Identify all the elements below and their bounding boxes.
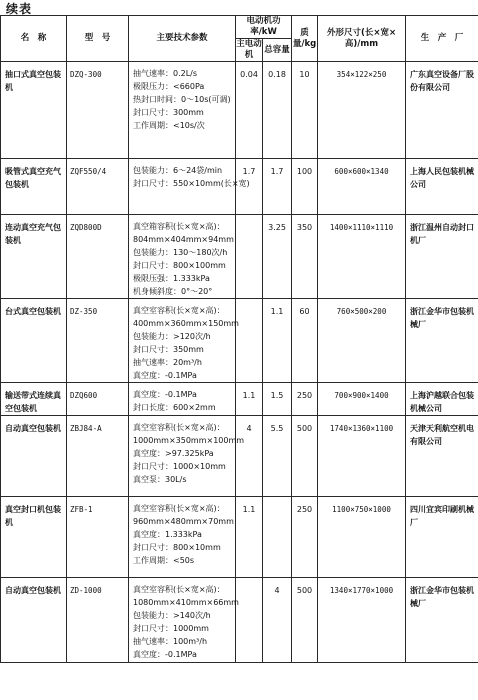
spec-line: 包装能力：6～24袋/min — [133, 166, 223, 175]
total-power: 0.18 — [263, 62, 292, 159]
spec-line: 真空度：-0.1MPa — [133, 371, 197, 380]
spec-line: 极限压强：1.333kPa — [133, 274, 210, 283]
dimensions: 1100×750×1000 — [318, 497, 406, 578]
table-row — [1, 578, 478, 663]
spec-line: 真空室容积(长×宽×高)： — [133, 504, 225, 513]
manufacturer: 浙江金华市包装机械厂 — [406, 299, 478, 383]
table-row — [1, 299, 478, 383]
mass: 500 — [292, 578, 318, 663]
main-motor-power: 0.04 — [236, 62, 263, 159]
mass: 250 — [292, 497, 318, 578]
spec-line: 真空室容积(长×宽×高)： — [133, 585, 225, 594]
spec-line: 真空度：-0.1MPa — [133, 390, 197, 399]
table-row — [1, 383, 478, 416]
dimensions: 700×900×1400 — [318, 383, 406, 416]
spec-line: 400mm×360mm×150mm — [133, 319, 239, 328]
spec-line: 工作周期：<10s/次 — [133, 121, 205, 130]
spec-line: 真空度：1.333kPa — [133, 530, 202, 539]
dimensions: 760×500×200 — [318, 299, 406, 383]
spec-line: 封口长度：600×2mm — [133, 403, 216, 412]
product-model: ZD-1000 — [67, 578, 129, 663]
main-motor-power — [236, 299, 263, 383]
spec-line: 抽气速率：20m³/h — [133, 358, 202, 367]
product-model: DZQ600 — [67, 383, 129, 416]
header-power-total: 总容量 — [263, 39, 292, 62]
table-row — [1, 215, 478, 299]
manufacturer: 天津天利航空机电有限公司 — [406, 416, 478, 497]
spec-line: 封口尺寸：800×100mm — [133, 261, 226, 270]
header-power-main: 主电动机 — [236, 39, 262, 60]
table-row — [1, 497, 478, 578]
product-name: 抽口式真空包装机 — [1, 62, 67, 159]
mass: 350 — [292, 215, 318, 299]
spec-line: 封口尺寸：350mm — [133, 345, 204, 354]
spec-line: 包装能力：>140次/h — [133, 611, 211, 620]
header-dims: 外形尺寸(长×宽×高)/mm — [318, 16, 406, 62]
spec-line: 真空室容积(长×宽×高)： — [133, 423, 225, 432]
spec-line: 封口尺寸：300mm — [133, 108, 204, 117]
product-model: ZQD800D — [67, 215, 129, 299]
mass: 100 — [292, 159, 318, 215]
manufacturer: 广东真空设备厂股份有限公司 — [406, 62, 478, 159]
main-motor-power: 4 — [236, 416, 263, 497]
mass: 500 — [292, 416, 318, 497]
header-spec: 主要技术参数 — [129, 16, 236, 62]
total-power: 5.5 — [263, 416, 292, 497]
spec-list — [129, 497, 236, 578]
spec-line: 真空度：-0.1MPa — [133, 650, 197, 659]
header-model: 型 号 — [67, 16, 129, 62]
product-model: DZQ-300 — [67, 62, 129, 159]
spec-list — [129, 62, 236, 159]
spec-line: 抽气速率：100m³/h — [133, 637, 208, 646]
product-model: ZQF550/4 — [67, 159, 129, 215]
manufacturer: 浙江金华市包装机械厂 — [406, 578, 478, 663]
dimensions: 1740×1360×1100 — [318, 416, 406, 497]
table-row — [1, 416, 478, 497]
product-name: 吸管式真空充气包装机 — [1, 159, 67, 215]
manufacturer: 浙江温州自动封口机厂 — [406, 215, 478, 299]
table-row — [1, 62, 478, 159]
total-power: 1.5 — [263, 383, 292, 416]
spec-line: 804mm×404mm×94mm — [133, 235, 234, 244]
main-motor-power — [236, 578, 263, 663]
mass: 10 — [292, 62, 318, 159]
manufacturer: 上海人民包装机械公司 — [406, 159, 478, 215]
main-motor-power: 1.1 — [236, 497, 263, 578]
spec-line: 真空箱容积(长×宽×高)： — [133, 222, 225, 231]
spec-line: 包装能力：>120次/h — [133, 332, 211, 341]
table-row — [1, 159, 478, 215]
spec-line: 热封口时间：0～10s(可调) — [133, 95, 231, 104]
product-name: 真空封口机包装机 — [1, 497, 67, 578]
spec-line: 1080mm×410mm×66mm — [133, 598, 239, 607]
spec-line: 抽气速率：0.2L/s — [133, 69, 198, 78]
spec-line: 封口尺寸：1000×10mm — [133, 462, 226, 471]
product-name: 连动真空充气包装机 — [1, 215, 67, 299]
dimensions: 354×122×250 — [318, 62, 406, 159]
header-mass: 质量/kg — [292, 16, 318, 62]
spec-line: 封口尺寸：550×10mm(长×宽) — [133, 179, 250, 188]
spec-list — [129, 578, 239, 663]
spec-line: 包装能力：130～180次/h — [133, 248, 228, 257]
header-maker: 生 产 厂 — [406, 16, 478, 62]
table-caption: 续表 — [6, 2, 33, 16]
product-model: ZBJ84-A — [67, 416, 129, 497]
mass: 250 — [292, 383, 318, 416]
total-power — [263, 497, 292, 578]
total-power: 1.7 — [263, 159, 292, 215]
spec-line: 封口尺寸：800×10mm — [133, 543, 221, 552]
product-model: DZ-350 — [67, 299, 129, 383]
manufacturer: 上海沪越联合包装机械公司 — [406, 383, 478, 416]
main-motor-power: 1.1 — [236, 383, 263, 416]
spec-line: 960mm×480mm×70mm — [133, 517, 234, 526]
main-motor-power — [236, 215, 263, 299]
spec-list — [129, 215, 236, 299]
dimensions: 1400×1110×1110 — [318, 215, 406, 299]
header-name: 名 称 — [1, 16, 67, 62]
total-power: 3.25 — [263, 215, 292, 299]
spec-line: 1000mm×350mm×100mm — [133, 436, 245, 445]
spec-line: 机身倾斜度：0°～20° — [133, 287, 213, 296]
main-motor-power: 1.7 — [236, 159, 263, 215]
spec-line: 真空泵：30L/s — [133, 475, 187, 484]
product-name: 自动真空包装机 — [1, 578, 67, 663]
header-power: 电动机功率/kW — [236, 16, 292, 39]
dimensions: 600×600×1340 — [318, 159, 406, 215]
product-name: 自动真空包装机 — [1, 416, 67, 497]
spec-list — [129, 383, 236, 416]
total-power: 1.1 — [263, 299, 292, 383]
product-model: ZFB-1 — [67, 497, 129, 578]
spec-list — [129, 416, 245, 497]
spec-line: 极限压力：<660Pa — [133, 82, 205, 91]
spec-line: 真空度：>97.325kPa — [133, 449, 214, 458]
spec-line: 封口尺寸：1000mm — [133, 624, 209, 633]
spec-line: 工作周期：<50s — [133, 556, 195, 565]
manufacturer: 四川宜宾印刷机械厂 — [406, 497, 478, 578]
product-name: 输送带式连续真空包装机 — [1, 383, 67, 416]
spec-list — [129, 299, 239, 383]
product-name: 台式真空包装机 — [1, 299, 67, 383]
spec-table — [0, 15, 478, 663]
total-power: 4 — [263, 578, 292, 663]
dimensions: 1340×1770×1000 — [318, 578, 406, 663]
mass: 60 — [292, 299, 318, 383]
spec-line: 真空室容积(长×宽×高)： — [133, 306, 225, 315]
